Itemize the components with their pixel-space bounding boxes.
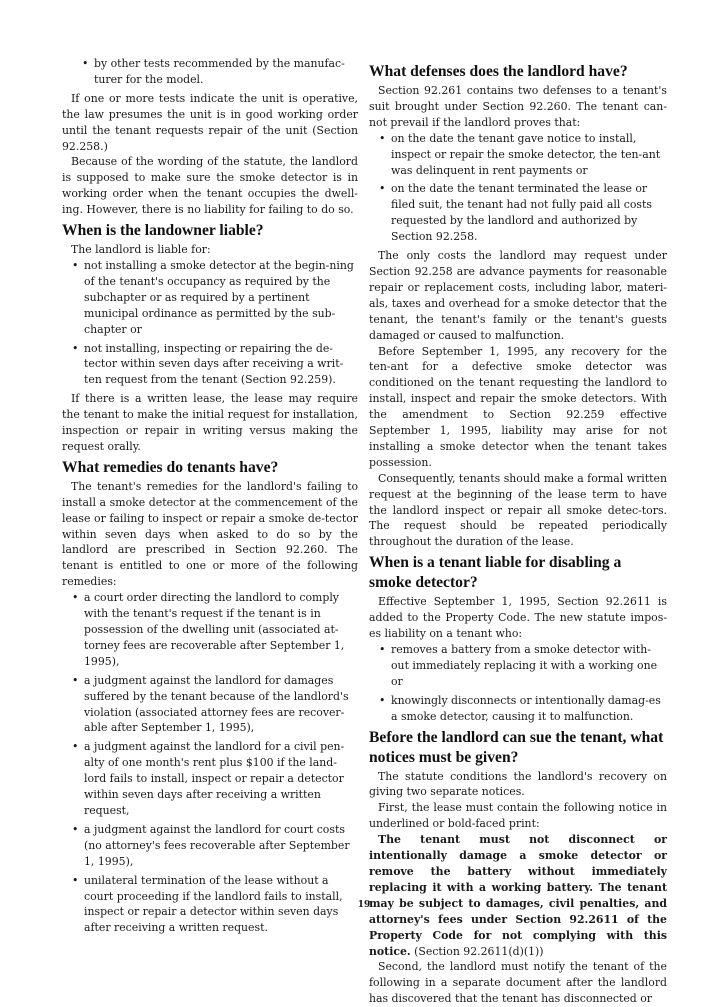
list-item: • a judgment against the landlord for court costs (no attorney's fees recoverable after September 1, 1995), <box>72 822 358 870</box>
paragraph: The landlord is liable for: <box>71 243 211 257</box>
bold-notice <box>369 832 667 959</box>
section-heading: What remedies do tenants have? <box>62 458 279 476</box>
right-column <box>369 62 667 1007</box>
section-heading: When is the landowner liable? <box>62 222 264 240</box>
paragraph: If there is a written lease, the lease may require the tenant to make the initial request for installation, inspection or repair in writing versus making the request orally. <box>62 392 358 453</box>
paragraph: First, the lease must contain the following notice in underlined or bold-faced print: <box>369 801 667 831</box>
notice-citation: (Section 92.2611(d)(1)) <box>410 944 544 958</box>
list-item: • removes a battery from a smoke detector with-out immediately replacing it with a working one or <box>379 642 667 690</box>
left-column <box>62 56 358 939</box>
list-item: • on the date the tenant terminated the lease or filed suit, the tenant had not fully paid all costs requested by the landlord and authorized by Section 92.258. <box>379 181 667 245</box>
paragraph: The only costs the landlord may request under Section 92.258 are advance payments for reasonable repair or replacement costs, including labor, materi-als, taxes and overhead for a smoke detector that the tenant, the tenant's family or the tenant's guests damaged or caused to malfunction. <box>369 249 667 342</box>
notice-text: The tenant must not disconnect or intentionally damage a smoke detector or remove the battery without immediately replacing it with a working battery. The tenant may be subject to damages, civil penalties, and attorney's fees under Section 92.2611 of the Property Code for not complying with this notice. <box>369 833 667 958</box>
paragraph: Consequently, tenants should make a formal written request at the beginning of the lease term to have the landlord inspect or repair all smoke detec-tors. The request should be repeated periodically throughout the duration of the lease. <box>369 471 667 549</box>
list-item: • unilateral termination of the lease without a court proceeding if the landlord fails to install, inspect or repair a detector within seven days after receiving a written request. <box>72 873 358 937</box>
list-item: • not installing, inspecting or repairing the de-tector within seven days after receiving a writ-ten request from the tenant (Section 92.259). <box>72 341 358 389</box>
paragraph: Because of the wording of the statute, the landlord is supposed to make sure the smoke detector is in working order when the tenant occupies the dwell-ing. However, there is no liability for failing to do so. <box>62 155 358 217</box>
list-item: • a judgment against the landlord for damages suffered by the tenant because of the landlord's violation (associated attorney fees are recover-able after September 1, 1995), <box>72 673 358 737</box>
list-item: • by other tests recommended by the manufac-turer for the model. <box>82 56 358 88</box>
section-heading: When is a tenant liable for disabling a smoke detector? <box>369 554 622 592</box>
paragraph: The statute conditions the landlord's recovery on giving two separate notices. <box>369 769 667 799</box>
paragraph: Second, the landlord must notify the tenant of the following in a separate document after the landlord has discovered that the tenant has disconnected or <box>369 960 667 1006</box>
paragraph: Effective September 1, 1995, Section 92.2611 is added to the Property Code. The new statute impos-es liability on a tenant who: <box>369 595 667 641</box>
paragraph: Before September 1, 1995, any recovery for the ten-ant for a defective smoke detector was conditioned on the tenant requesting the landlord to install, inspect and repair the smoke detectors. With the amendment to Section 92.259 effective September 1, 1995, liability may arise for not installing a smoke detector when the tenant takes possession. <box>369 344 667 469</box>
paragraph: Section 92.261 contains two defenses to a tenant's suit brought under Section 92.260. The tenant can-not prevail if the landlord proves that: <box>369 84 667 129</box>
list-item: • on the date the tenant gave notice to install, inspect or repair the smoke detector, the ten-ant was delinquent in rent payments or <box>379 131 667 179</box>
list-item: • a court order directing the landlord to comply with the tenant's request if the tenant is in possession of the dwelling unit (associated at-torney fees are recoverable after September 1, 1995), <box>72 590 358 670</box>
list-item: • not installing a smoke detector at the begin-ning of the tenant's occupancy as required by the subchapter or as required by a pertinent municipal ordinance as permitted by the sub-chapter or <box>72 258 358 338</box>
section-heading: Before the landlord can sue the tenant, what notices must be given? <box>369 728 664 766</box>
section-heading: What defenses does the landlord have? <box>369 63 628 80</box>
paragraph: The tenant's remedies for the landlord's failing to install a smoke detector at the commencement of the lease or failing to inspect or repair a smoke de-tector within seven days when asked to do so by the landlord are prescribed in Section 92.260. The tenant is entitled to one or more of the following remedies: <box>62 479 358 589</box>
page-number: 19 <box>357 900 371 910</box>
list-item: • knowingly disconnects or intentionally damag-es a smoke detector, causing it to malfunction. <box>379 693 667 725</box>
paragraph: If one or more tests indicate the unit is operative, the law presumes the unit is in good working order until the tenant requests repair of the unit (Section 92.258.) <box>62 91 358 153</box>
list-item: • a judgment against the landlord for a civil pen-alty of one month's rent plus $100 if the land-lord fails to install, inspect or repair a detector within seven days after receiving a written request, <box>72 739 358 819</box>
